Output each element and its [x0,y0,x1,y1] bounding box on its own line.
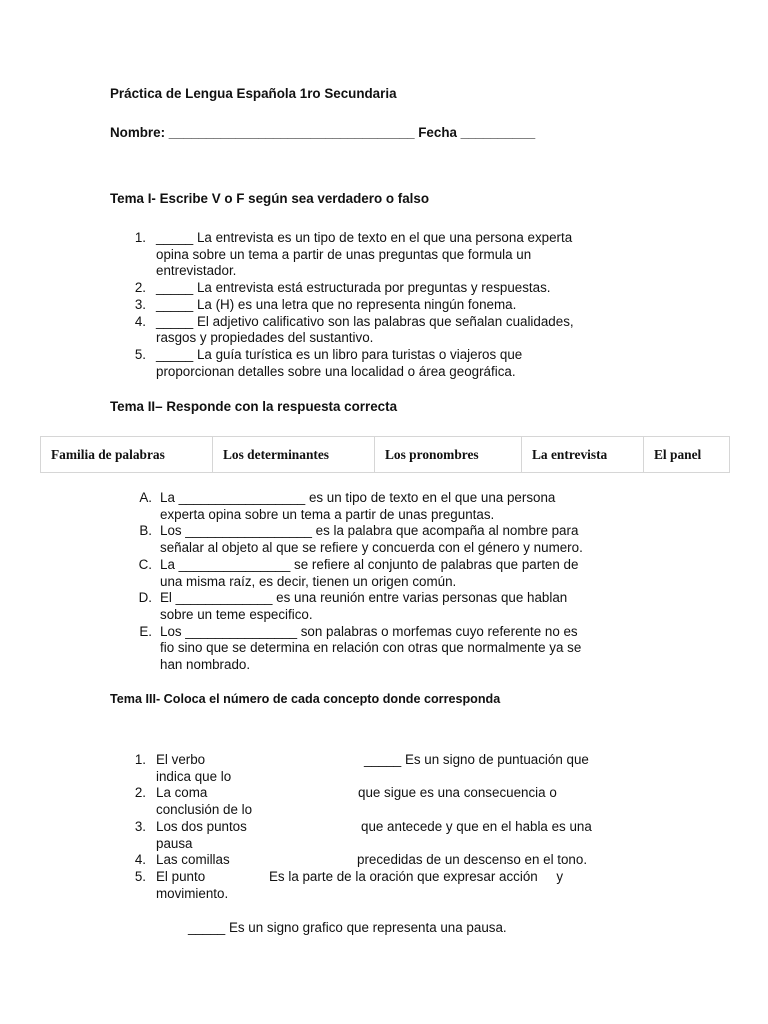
list-item-line: Los _________________ es la palabra que acompaña al nombre para [160,523,579,539]
word-bank-cell: Los determinantes [213,437,375,473]
list-item-line: _____ La guía turística es un libro para turistas o viajeros que [156,346,523,362]
list-marker: 4. [134,313,146,329]
list-item-line: La _________________ es un tipo de texto en el que una persona [160,490,556,505]
page-title: Práctica de Lengua Española 1ro Secundaria [110,86,397,101]
name-date-line: Nombre: _________________________________ Fecha __________ [110,125,536,140]
list-item-line: sobre un teme especifico. [160,606,313,622]
list-marker: 2. [134,785,146,801]
list-item-line: _____ La entrevista es un tipo de texto en el que una persona experta [156,230,573,245]
concept-term: Las comillas [156,852,230,868]
list-marker: 3. [134,818,146,834]
concept-term: El verbo [156,752,206,767]
concept-term: Los dos puntos [156,818,247,834]
concept-definition: precedidas de un descenso en el tono. [357,852,588,868]
concept-definition: que antecede y que en el habla es una [361,818,592,834]
list-marker: 5. [134,346,146,362]
concept-definition: que sigue es una consecuencia o [358,785,557,801]
concept-continuation: movimiento. [156,885,229,901]
list-item-line: _____ El adjetivo calificativo son las palabras que señalan cualidades, [156,313,574,329]
list-item-line: proporcionan detalles sobre una localidad o área geográfica. [156,363,516,379]
concept-term: La coma [156,785,208,801]
concept-continuation: indica que lo [156,768,232,784]
tema3-heading: Tema III- Coloca el número de cada concepto donde corresponda [110,692,501,706]
list-marker: D. [138,590,152,606]
list-marker: B. [139,523,152,539]
list-item-line: experta opina sobre un tema a partir de unas preguntas. [160,506,495,522]
extra-definition: _____ Es un signo grafico que representa una pausa. [188,920,507,935]
list-marker: 1. [134,230,146,245]
list-item-line: opina sobre un tema a partir de unas preguntas que formula un [156,246,532,262]
word-bank-table [40,436,730,473]
tema2-heading: Tema II– Responde con la respuesta correcta [110,399,398,414]
word-bank-cell: Familia de palabras [41,437,213,473]
list-marker: A. [139,490,152,505]
word-bank-cell: Los pronombres [375,437,522,473]
list-item-line: entrevistador. [156,263,237,279]
list-marker: 1. [134,752,146,767]
list-marker: 2. [134,280,146,296]
list-item-line: rasgos y propiedades del sustantivo. [156,330,374,346]
word-bank-cell: La entrevista [522,437,644,473]
word-bank-cell: El panel [644,437,730,473]
concept-continuation: conclusión de lo [156,802,253,818]
list-item-line: _____ La entrevista está estructurada por preguntas y respuestas. [156,280,551,296]
concept-term: El punto [156,868,206,884]
list-item-line: La _______________ se refiere al conjunto de palabras que parten de [160,556,579,572]
list-marker: 4. [134,852,146,868]
concept-continuation: pausa [156,835,193,851]
list-item-line: El _____________ es una reunión entre varias personas que hablan [160,590,568,606]
tema1-heading: Tema I- Escribe V o F según sea verdadero o falso [110,191,430,206]
list-item-line: _____ La (H) es una letra que no representa ningún fonema. [156,296,517,312]
list-item-line: han nombrado. [160,657,251,672]
concept-definition: Es la parte de la oración que expresar acción y [269,868,564,884]
list-item-line: señalar al objeto al que se refiere y concuerda con el género y numero. [160,540,583,556]
list-marker: 5. [134,868,146,884]
concept-definition: _____ Es un signo de puntuación que [364,752,589,767]
list-item-line: Los _______________ son palabras o morfemas cuyo referente no es [160,623,578,639]
list-marker: E. [139,623,152,639]
list-item-line: fio sino que se determina en relación con otras que normalmente ya se [160,640,582,656]
list-item-line: una misma raíz, es decir, tienen un origen común. [160,573,457,589]
list-marker: 3. [134,296,146,312]
list-marker: C. [138,556,152,572]
